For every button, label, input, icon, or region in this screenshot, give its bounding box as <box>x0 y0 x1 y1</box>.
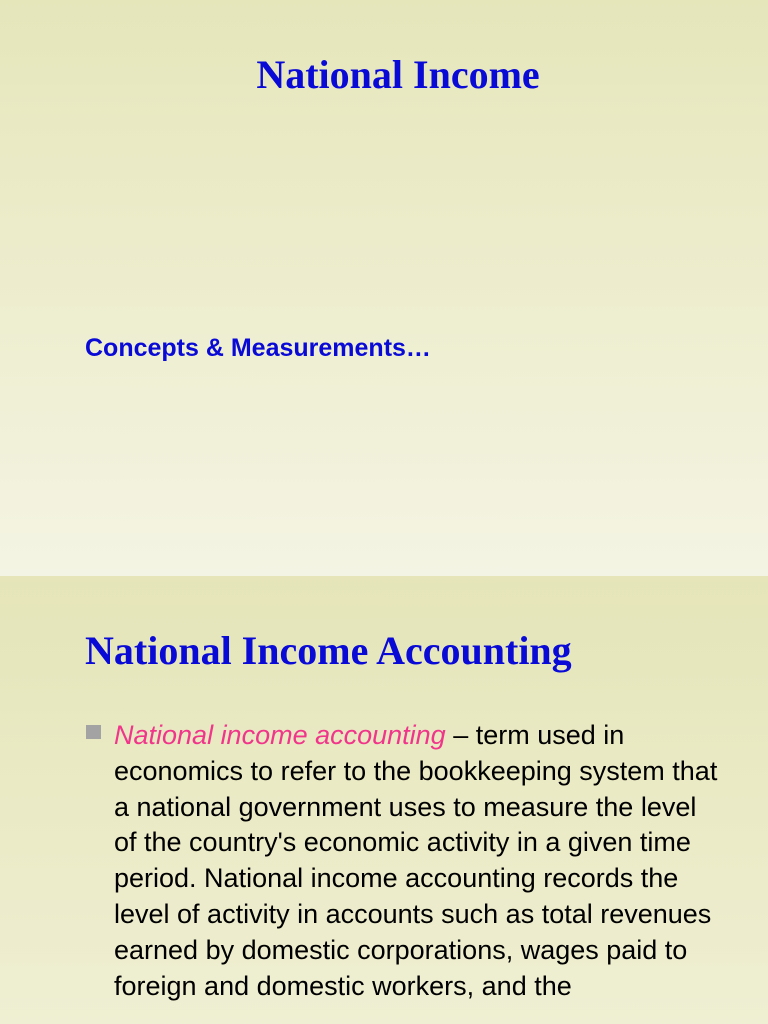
slide-subtitle: Concepts & Measurements… <box>85 334 431 362</box>
highlighted-term: National income accounting <box>114 720 446 750</box>
slide-2 <box>0 576 768 1024</box>
slide-title: National Income Accounting <box>85 628 572 673</box>
bullet-point <box>86 718 726 1004</box>
bullet-definition: – term used in economics to refer to the bookkeeping system that a national government uses to measure the level of the country's economic activity in a given time period. National income accounting records the level of activity in accounts such as total revenues earned by domestic corporations, wages paid to foreign and domestic workers, and the <box>114 720 718 1001</box>
square-bullet-icon <box>86 725 101 739</box>
slide-title: National Income <box>256 52 540 97</box>
bullet-text <box>114 718 726 1004</box>
